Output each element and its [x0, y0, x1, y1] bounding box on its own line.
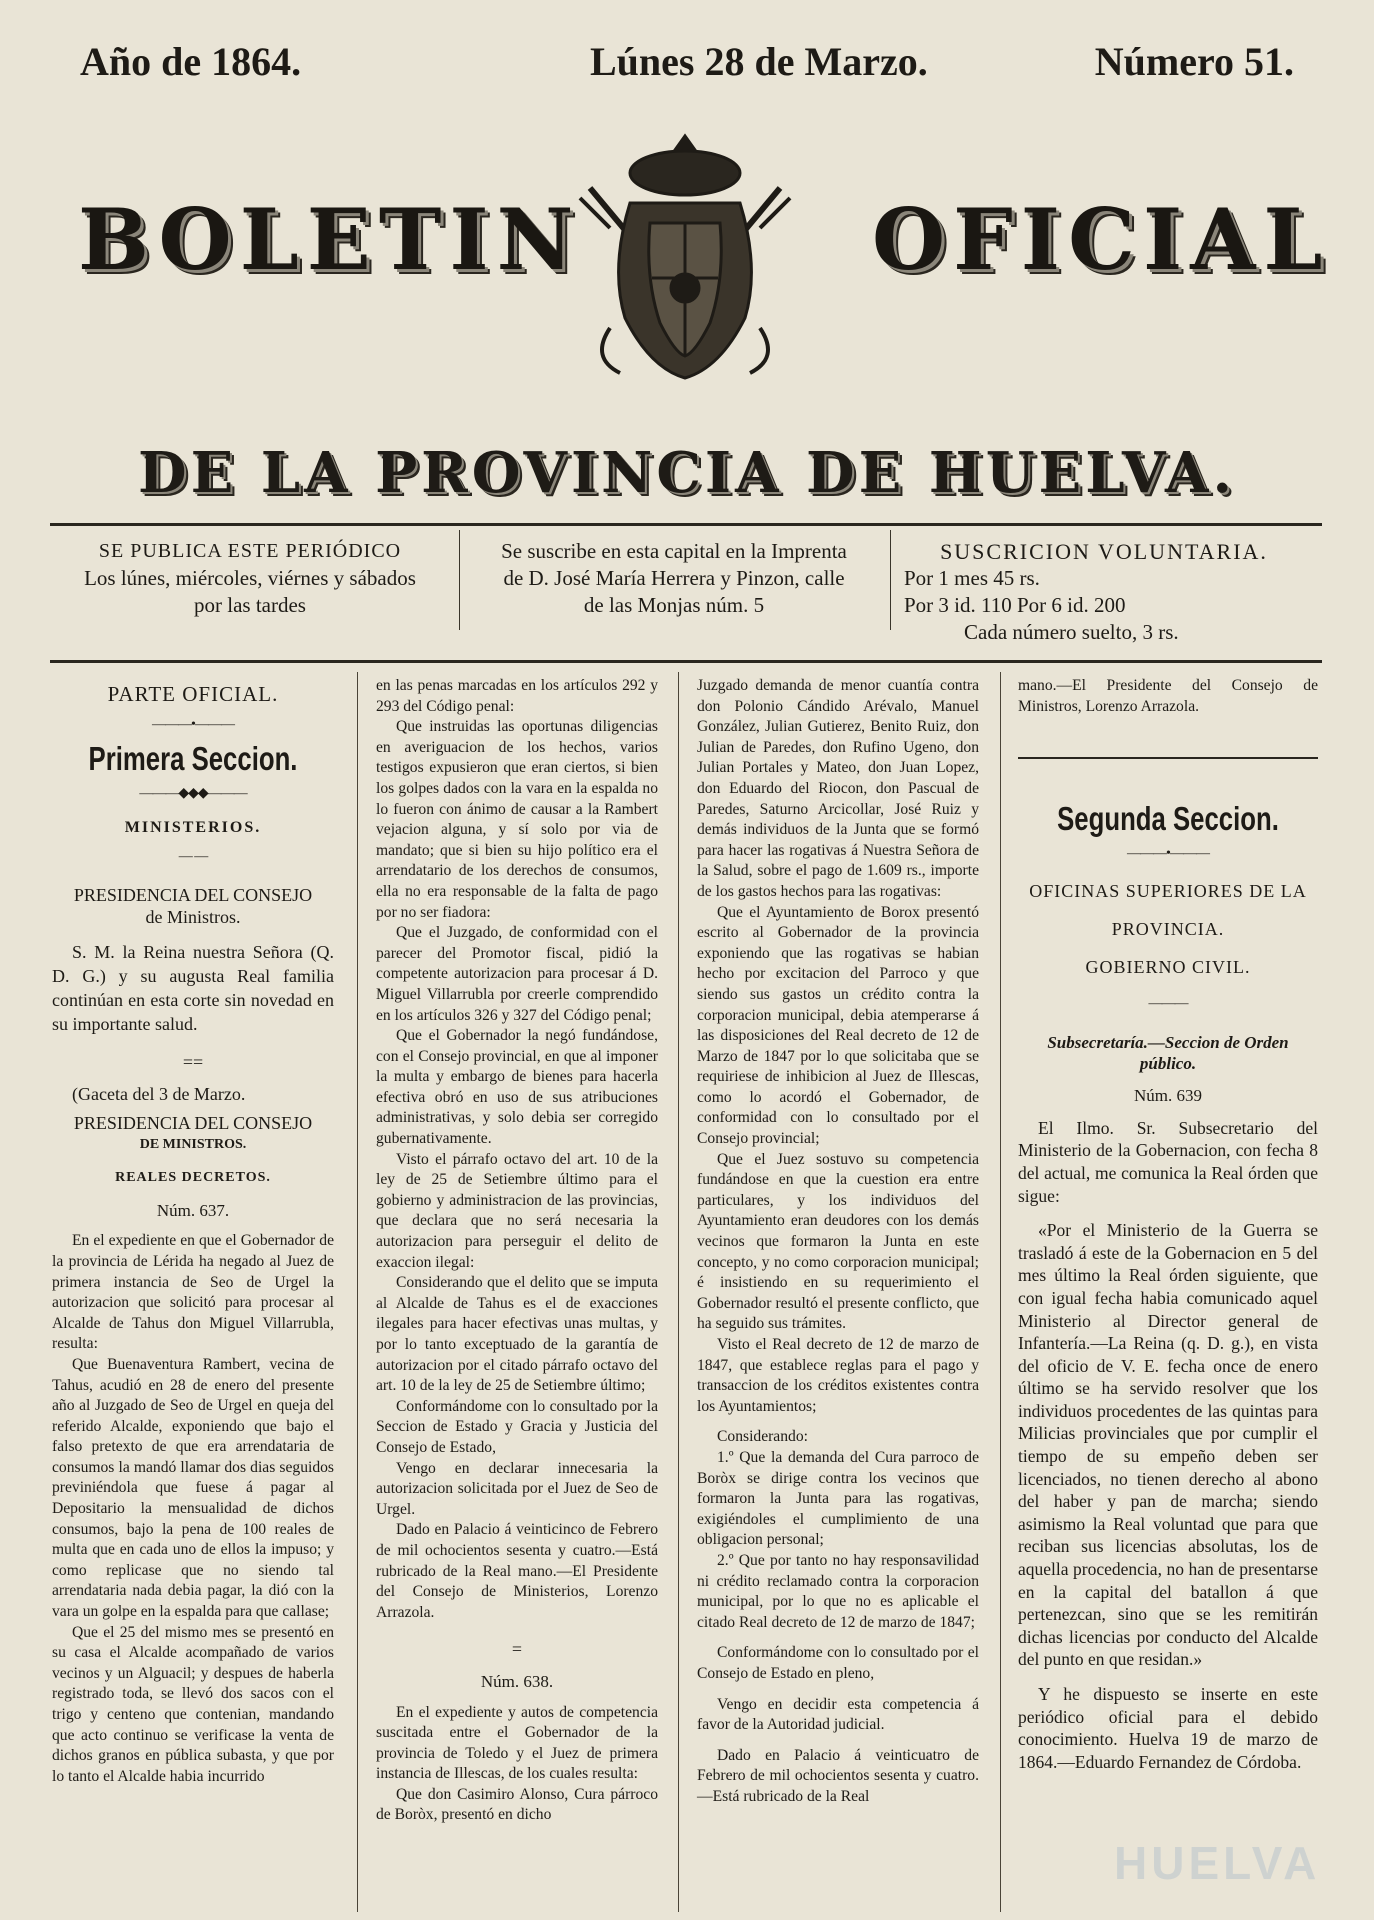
column-1	[52, 676, 334, 1787]
paragraph: Considerando que el delito que se imputa al Alcalde de Tahus es el de exacciones ilegales para hacer efectivas unas multas, y por lo tanto exceptuado de la garantía de autorizacion por el citado párrafo octavo del art. 10 de la ley de 25 de Setiembre último;	[376, 1274, 658, 1395]
presidencia-heading	[52, 884, 334, 928]
section-heading: PARTE OFICIAL.	[107, 682, 279, 706]
year-label: Año de 1864.	[80, 39, 302, 84]
paragraph: S. M. la Reina nuestra Señora (Q. D. G.) y su augusta Real familia continúan en esta corte sin novedad en su importante salud.	[52, 941, 334, 1034]
paragraph: Vengo en declarar innecesaria la autorizacion solicitada por el Juez de Seo de Urgel.	[376, 1459, 658, 1518]
paragraph: en las penas marcadas en los artículos 292 y 293 del Código penal:	[376, 677, 658, 715]
paragraph: Que instruidas las oportunas diligencias en averiguacion de los hechos, varios testigos expusieron que eran ciertos, si bien los golpes dados con la vara en la espalda no lo fueron con ánimo de causar a la Rambert vejacion alguna, y sí solo por via de mandato; que si bien su hijo político era el arrendatario de los derechos de consumos, ella no era responsable de la falta de pago por no ser fiadora:	[376, 718, 658, 921]
paragraph: El Ilmo. Sr. Subsecretario del Ministerio de la Gobernacion, con fecha 8 del actual, me comunica la Real órden que sigue:	[1018, 1117, 1318, 1206]
column-divider	[678, 672, 679, 1912]
subsecretaria-heading: Subsecretaría.—Seccion de Orden público.	[1047, 1032, 1289, 1073]
paragraph: Que el Gobernador la negó fundándose, con el Consejo provincial, en que al imponer la multa y embargo de bienes para hacerla efectiva obró en uso de sus atribuciones administrativas, y solo debia ser corregido gubernativamente.	[376, 1027, 658, 1148]
paragraph: mano.—El Presidente del Consejo de Ministros, Lorenzo Arrazola.	[1018, 677, 1318, 715]
column-divider	[357, 672, 358, 1912]
top-rule	[50, 523, 1322, 526]
masthead-word-boletin: BOLETIN	[78, 190, 582, 289]
paragraph: Visto el párrafo octavo del art. 10 de la ley de 25 de Setiembre último para el gobierno y administracion de las provincias, que declara que no será necesaria la autorizacion para perseguir el delito de exaccion ilegal:	[376, 1150, 658, 1271]
subscription-line: de D. José María Herrera y Pinzon, calle	[503, 566, 845, 590]
ornament-divider: ———•———	[152, 716, 234, 732]
ornament-divider: ———◆◆◆———	[139, 785, 247, 801]
masthead-word-oficial: OFICIAL	[872, 190, 1331, 289]
section-rule	[1018, 757, 1318, 759]
column-2	[376, 676, 658, 1826]
columns-top-rule	[50, 660, 1322, 663]
paragraph: Que don Casimiro Alonso, Cura párroco de Boròx, presentó en dicho	[376, 1785, 658, 1824]
info-divider	[890, 530, 891, 630]
paragraph: En el expediente y autos de competencia suscitada entre el Gobernador de la provincia de Toledo y el Juez de primera instancia de Illescas, de los cuales resulta:	[376, 1703, 658, 1783]
paragraph: Que el 25 del mismo mes se presentó en su casa el Alcalde acompañado de varios vecinos y un Alguacil; y despues de haberla registrado toda, se llevó dos sacos con el trigo y centeno que contenian, mandando que acto continuo se verificase la venta de dichos granos en pública subasta, y que por lo tanto el Alcalde habia incurrido	[52, 1623, 334, 1785]
paragraph: «Por el Ministerio de la Guerra se trasladó á este de la Gobernacion en 5 del mes último la Real órden siguiente, que con igual fecha habia comunicado aquel Ministerio al Director general de Infantería.—La Reina (q. D. g.), en vista del oficio de V. E. fecha once de enero último se ha servido resolver que los individuos procedentes de las quintas para Milicias provinciales que por cumplir el tiempo de su empeño deben ser licenciados, no tienen derecho al abono del haber y pan de marcha; siendo asimismo la Real voluntad que para que reciban sus licencias absolutas, los de aquella procedencia, no han de presentarse en la capital del batallon á que pertenezcan, sino que se les remitirán dichas licencias por conducto del Alcalde del punto en que residan.»	[1018, 1220, 1318, 1670]
ornament-divider: ———•———	[1127, 845, 1209, 861]
subscription-line: Se suscribe en esta capital en la Imprenta	[501, 539, 847, 563]
presidencia-line: PRESIDENCIA DEL CONSEJO	[73, 884, 313, 905]
publication-time: por las tardes	[194, 593, 306, 617]
paragraph: Considerando:	[717, 1428, 808, 1446]
subscription-place	[465, 538, 883, 619]
presidencia-line: PRESIDENCIA DEL CONSEJO	[73, 1113, 313, 1134]
coat-of-arms-icon	[550, 128, 820, 388]
office-line: OFICINAS SUPERIORES DE LA	[1029, 881, 1307, 902]
subsection-heading: MINISTERIOS.	[124, 819, 262, 837]
paragraph: Que Buenaventura Rambert, vecina de Tahus, acudió en 28 de enero del presente año al Juzgado de Seo de Urgel en queja del referido Alcalde, exponiendo que bajo el falso pretexto de que era arrendataria de consumos la mandó llamar dos dias seguidos previniéndola que fuese á pagar al Depositario la mensualidad de dichos consumos, bajo la pena de 100 reales de multa que en cada uno de ellos la impuso; y como replicase que no siendo tal arrendataria nada debia pagar, la dió con la vara un golpe en la espalda para que callase;	[52, 1355, 334, 1621]
paragraph: En el expediente en que el Gobernador de la provincia de Lérida ha negado al Juez de primera instancia de Seo de Urgel la autorizacion que solicitó para procesar al Alcalde de Tahus don Miguel Villarrubla, resulta:	[52, 1232, 334, 1353]
column-3	[697, 676, 979, 1807]
subscription-prices	[898, 538, 1304, 646]
publication-heading: SE PUBLICA ESTE PERIÓDICO	[98, 540, 402, 562]
paragraph: Conformándome con lo consultado por el Consejo de Estado en pleno,	[697, 1644, 979, 1682]
office-line: PROVINCIA.	[1111, 919, 1225, 940]
column-divider	[1000, 672, 1001, 1912]
price-line: Cada número suelto, 3 rs.	[964, 620, 1179, 644]
paragraph: Que el Juez sostuvo su competencia fundándose en que la cuestion era entre particulares, y los individuos del Ayuntamiento eran deudores con los demás vecinos que formaron la Junta en este concepto, y no como corporacion municipal; é insistiendo en su requerimiento el Gobernador resultó el presente conflicto, que ha seguido sus trámites.	[697, 1150, 979, 1333]
publication-info	[50, 538, 450, 619]
paragraph: Que el Juzgado, de conformidad con el parecer del Promotor fiscal, pidió la competente autorizacion para procesar á D. Miguel Villarrubla por creerle comprendido en los artículos 326 y 327 del Código penal;	[376, 924, 658, 1024]
paragraph: Que el Ayuntamiento de Borox presentó escrito al Gobernador de la provincia exponiendo que las rogativas se habian hecho por excitacion del Parroco y que siendo sus gastos un crédito contra la corporacion municipal, debia atemperarse á las disposiciones del Real decreto de 12 de Marzo de 1847 por lo que solicitaba que se requiriese de inhibicion al Juez de Illescas, como lo acordó el Gobernador, de conformidad con lo consultado por el Consejo provincial;	[697, 903, 979, 1148]
paragraph: 2.º Que por tanto no hay responsavilidad ni crédito reclamado contra la corporacion municipal, por lo que no es aplicable el citado Real decreto de 12 de marzo de 1847;	[697, 1551, 979, 1631]
ornament-divider: — —	[178, 848, 208, 864]
decree-number: Núm. 639	[1134, 1086, 1202, 1106]
paragraph: Conformándome con lo consultado por la Seccion de Estado y Gracia y Justicia del Consejo de Estado,	[376, 1397, 658, 1456]
info-divider	[459, 530, 460, 630]
office-line: GOBIERNO CIVIL.	[1085, 957, 1251, 978]
paragraph: Dado en Palacio á veinticuatro de Febrero de mil ochocientos sesenta y cuatro.—Está rubricado de la Real	[697, 1746, 979, 1805]
dateline	[80, 28, 1294, 88]
paragraph: (Gaceta del 3 de Marzo.	[72, 1084, 246, 1105]
paragraph: Vengo en decidir esta competencia á favor de la Autoridad judicial.	[697, 1695, 979, 1734]
section-title: Primera Seccion.	[88, 740, 298, 778]
price-line: Por 1 mes 45 rs.	[904, 566, 1040, 590]
subsection-heading: REALES DECRETOS.	[115, 1170, 271, 1186]
ornament-divider: =	[511, 1639, 523, 1660]
presidencia-line: DE MINISTROS.	[139, 1137, 247, 1153]
paragraph: Dado en Palacio á veinticinco de Febrero de mil ochocientos sesenta y cuatro.—Está rubricado de la Real mano.—El Presidente del Consejo de Ministerios, Lorenzo Arrazola.	[376, 1521, 658, 1621]
column-4	[1018, 676, 1318, 1773]
prices-heading: SUSCRICION VOLUNTARIA.	[940, 539, 1268, 564]
office-heading	[1018, 872, 1318, 986]
issue-number: Número 51.	[1094, 39, 1294, 84]
paragraph: 1.º Que la demanda del Cura parroco de Boròx se dirige contra los vecinos que formaron la Junta para las rogativas, exigiéndoles el cumplimiento de una obligacion personal;	[697, 1448, 979, 1549]
watermark-stamp: HUELVA	[1114, 1837, 1321, 1889]
ornament-divider: ———	[1148, 996, 1188, 1012]
presidencia-heading	[52, 1112, 334, 1156]
section-title: Segunda Seccion.	[1057, 800, 1279, 838]
price-line: Por 3 id. 110 Por 6 id. 200	[904, 593, 1126, 617]
presidencia-line: de Ministros.	[145, 906, 241, 927]
decree-number: Núm. 638.	[480, 1671, 554, 1691]
date-label: Lúnes 28 de Marzo.	[590, 39, 928, 84]
decree-number: Núm. 637.	[156, 1200, 230, 1220]
masthead-subtitle: DE LA PROVINCIA DE HUELVA.	[138, 440, 1236, 506]
paragraph: Visto el Real decreto de 12 de marzo de 1847, que establece reglas para el pago y transaccion de los créditos existentes contra los Ayuntamientos;	[697, 1336, 979, 1415]
paragraph: Y he dispuesto se inserte en este periódico oficial para el debido conocimiento. Huelva 19 de marzo de 1864.—Eduardo Fernandez de Córdoba.	[1018, 1684, 1318, 1772]
subscription-line: de las Monjas núm. 5	[583, 593, 765, 617]
paragraph: Juzgado demanda de menor cuantía contra don Polonio Cándido Arévalo, Manuel González, Julian Gutierez, Benito Ruiz, don Julian de Paredes, don Rufino Ugeno, don Julian Portales y Mateo, don Juan Lopez, don Eduardo del Riocon, don Pascual de Paredes, Saturno Arcicollar, José Ruiz y demás individuos de la Junta que se formó para hacer las rogativas á Nuestra Señora de la Salud, sobre el pago de 1.609 rs., importe de los gastos hechos para las rogativas:	[697, 677, 979, 900]
ornament-divider: ==	[182, 1051, 204, 1072]
publication-days: Los lúnes, miércoles, viérnes y sábados	[84, 566, 416, 590]
